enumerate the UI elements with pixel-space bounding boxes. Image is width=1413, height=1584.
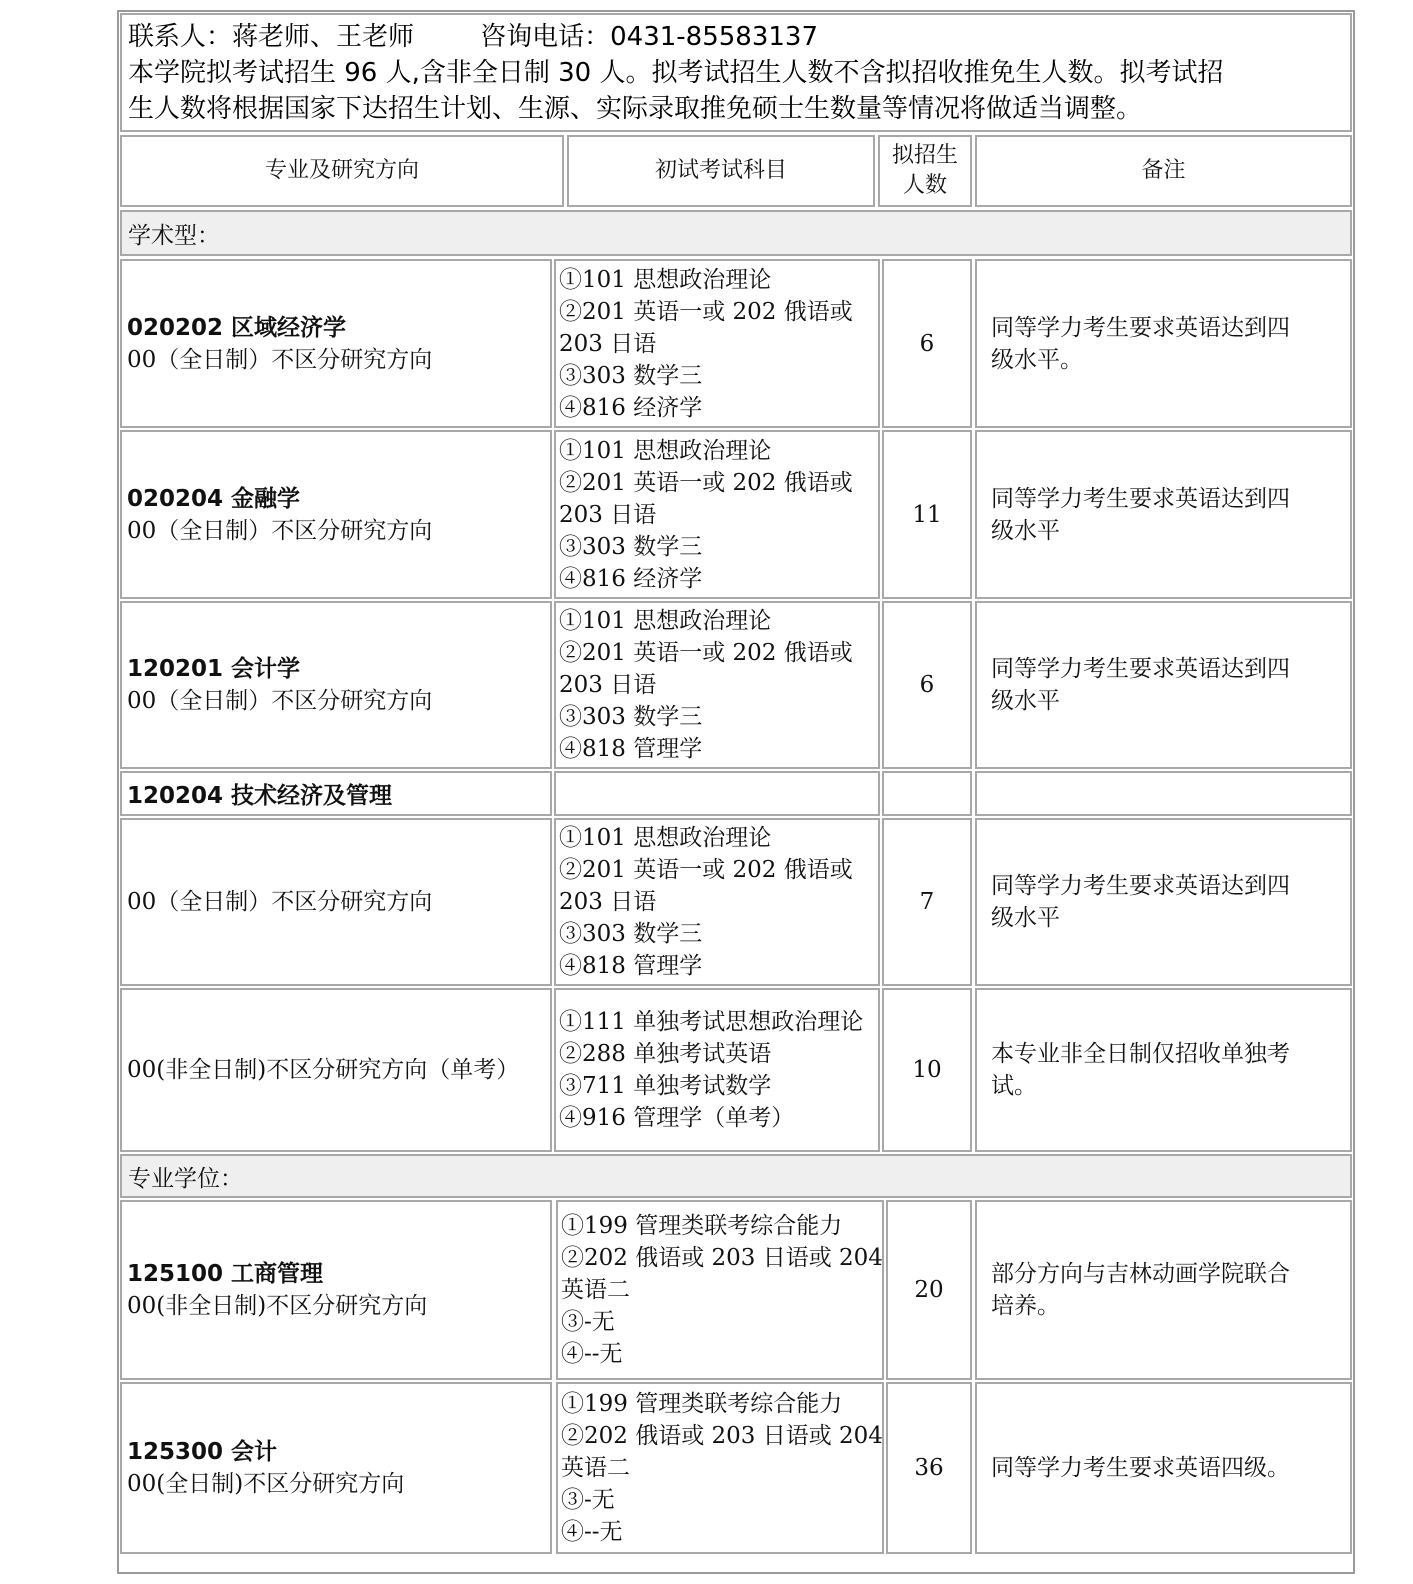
table-row-exams: [554, 259, 880, 428]
note-line: 同等学力考生要求英语达到四: [991, 873, 1290, 899]
table-row-quota: [882, 818, 972, 986]
note-line: 同等学力考生要求英语四级。: [991, 1455, 1290, 1481]
info-line-1: 本学院拟考试招生 96 人,含非全日制 30 人。拟考试招生人数不含拟招收推免生人数。拟考试招: [128, 58, 1224, 88]
note-line: 本专业非全日制仅招收单独考: [991, 1041, 1290, 1067]
note-line: 同等学力考生要求英语达到四: [991, 656, 1290, 682]
note-line: 部分方向与吉林动画学院联合: [991, 1261, 1290, 1287]
exam-item: ②201 英语一或 202 俄语或: [559, 640, 853, 666]
table-row-quota: [882, 988, 972, 1152]
exam-item: 英语二: [561, 1277, 630, 1303]
table-row-exams: [556, 1382, 884, 1554]
major-direction: 00(全日制)不区分研究方向: [127, 1471, 405, 1497]
header-exam: [567, 135, 875, 207]
table-row-exams-empty: [554, 771, 880, 816]
exam-item: ③303 数学三: [559, 704, 703, 730]
note-line: 试。: [991, 1073, 1037, 1099]
quota-value: 11: [912, 501, 942, 528]
exam-item: ①111 单独考试思想政治理论: [559, 1009, 864, 1035]
major-name: 020202 区域经济学: [127, 314, 347, 341]
table-row-exams: [554, 988, 880, 1152]
major-direction: 00（全日制）不区分研究方向: [127, 517, 433, 544]
exam-item: 203 日语: [559, 889, 657, 915]
exam-item: ①199 管理类联考综合能力: [561, 1213, 843, 1239]
header-note: [975, 135, 1352, 207]
note-line: 级水平: [991, 517, 1060, 544]
section-academic-label: 学术型：: [128, 222, 220, 249]
exam-item: ④--无: [561, 1341, 623, 1367]
exam-item: ③303 数学三: [559, 533, 703, 560]
info-line-2: 生人数将根据国家下达招生计划、生源、实际录取推免硕士生数量等情况将做适当调整。: [128, 94, 1143, 124]
table-row-exams: [554, 430, 880, 599]
table-row-major: [120, 601, 552, 769]
note-line: 级水平: [991, 905, 1060, 931]
exam-item: ①101 思想政治理论: [559, 437, 772, 464]
exam-item: ④818 管理学: [559, 953, 703, 979]
note-line: 级水平。: [991, 346, 1083, 373]
table-row-quota: [882, 259, 972, 428]
table-row-note: [975, 1200, 1352, 1380]
section-academic: [120, 210, 1352, 256]
table-row-note-empty: [975, 771, 1352, 816]
section-professional: [120, 1154, 1352, 1198]
quota-value: 6: [919, 330, 935, 357]
exam-item: ③711 单独考试数学: [559, 1073, 772, 1099]
major-direction: 00（全日制）不区分研究方向: [127, 889, 433, 915]
table-row-major: [120, 1200, 552, 1380]
major-name: 120201 会计学: [127, 656, 301, 682]
exam-item: ②201 英语一或 202 俄语或: [559, 857, 853, 883]
quota-value: 36: [914, 1455, 944, 1481]
quota-value: 6: [919, 672, 935, 698]
header-exam-label: 初试考试科目: [654, 158, 787, 183]
table-row-note: [975, 259, 1352, 428]
table-row-major: [120, 771, 552, 816]
exam-item: ④--无: [561, 1519, 623, 1545]
header-quota: [878, 135, 972, 207]
table-row-major: [120, 818, 552, 986]
table-row-note: [975, 988, 1352, 1152]
exam-item: 203 日语: [559, 501, 657, 528]
exam-item: ①101 思想政治理论: [559, 825, 772, 851]
table-row-quota-empty: [882, 771, 972, 816]
major-name: 125300 会计: [127, 1439, 278, 1465]
table-row-major: [120, 430, 552, 599]
table-row-exams: [554, 601, 880, 769]
exam-item: ①101 思想政治理论: [559, 608, 772, 634]
table-row-quota: [882, 430, 972, 599]
table-row-major: [120, 1382, 552, 1554]
table-row-major: [120, 259, 552, 428]
exam-item: 203 日语: [559, 330, 657, 357]
exam-item: ②202 俄语或 203 日语或 204: [561, 1423, 883, 1449]
table-row-quota: [886, 1200, 972, 1380]
exam-item: ③303 数学三: [559, 921, 703, 947]
major-direction: 00（全日制）不区分研究方向: [127, 688, 433, 714]
header-quota-label-2: 人数: [902, 173, 947, 198]
contact-line: 联系人：蒋老师、王老师 咨询电话：0431-85583137: [128, 22, 819, 52]
quota-value: 20: [914, 1277, 944, 1303]
exam-item: ②288 单独考试英语: [559, 1041, 772, 1067]
exam-item: ④816 经济学: [559, 394, 703, 421]
exam-item: ①199 管理类联考综合能力: [561, 1391, 843, 1417]
quota-value: 10: [912, 1057, 942, 1083]
exam-item: ④818 管理学: [559, 736, 703, 762]
exam-item: 英语二: [561, 1455, 630, 1481]
header-quota-label-1: 拟招生: [891, 143, 958, 168]
major-direction: 00(非全日制)不区分研究方向: [127, 1293, 428, 1319]
exam-item: 203 日语: [559, 672, 657, 698]
table-row-note: [975, 601, 1352, 769]
major-direction: 00（全日制）不区分研究方向: [127, 346, 433, 373]
section-professional-label: 专业学位：: [128, 1165, 243, 1192]
header-note-label: 备注: [1141, 158, 1186, 183]
exam-item: ④916 管理学（单考）: [559, 1105, 795, 1131]
major-direction: 00(非全日制)不区分研究方向（单考）: [127, 1057, 520, 1083]
table-row-major: [120, 988, 552, 1152]
exam-item: ②202 俄语或 203 日语或 204: [561, 1245, 883, 1271]
header-major: [120, 135, 564, 207]
exam-item: ③-无: [561, 1309, 615, 1335]
table-row-note: [975, 818, 1352, 986]
table-row-quota: [882, 601, 972, 769]
exam-item: ③-无: [561, 1487, 615, 1513]
intro-block: [120, 13, 1352, 132]
note-line: 级水平: [991, 688, 1060, 714]
table-row-exams: [554, 818, 880, 986]
major-name: 120204 技术经济及管理: [127, 783, 393, 809]
exam-item: ①101 思想政治理论: [559, 266, 772, 293]
quota-value: 7: [919, 889, 935, 915]
note-line: 培养。: [991, 1293, 1060, 1319]
exam-item: ②201 英语一或 202 俄语或: [559, 298, 853, 325]
exam-item: ③303 数学三: [559, 362, 703, 389]
exam-item: ②201 英语一或 202 俄语或: [559, 469, 853, 496]
major-name: 125100 工商管理: [127, 1261, 324, 1287]
table-row-note: [975, 430, 1352, 599]
note-line: 同等学力考生要求英语达到四: [991, 485, 1290, 512]
major-name: 020204 金融学: [127, 485, 301, 512]
note-line: 同等学力考生要求英语达到四: [991, 314, 1290, 341]
exam-item: ④816 经济学: [559, 565, 703, 592]
header-major-label: 专业及研究方向: [264, 158, 419, 183]
table-row-exams: [556, 1200, 884, 1380]
table-row-quota: [886, 1382, 972, 1554]
table-row-note: [975, 1382, 1352, 1554]
